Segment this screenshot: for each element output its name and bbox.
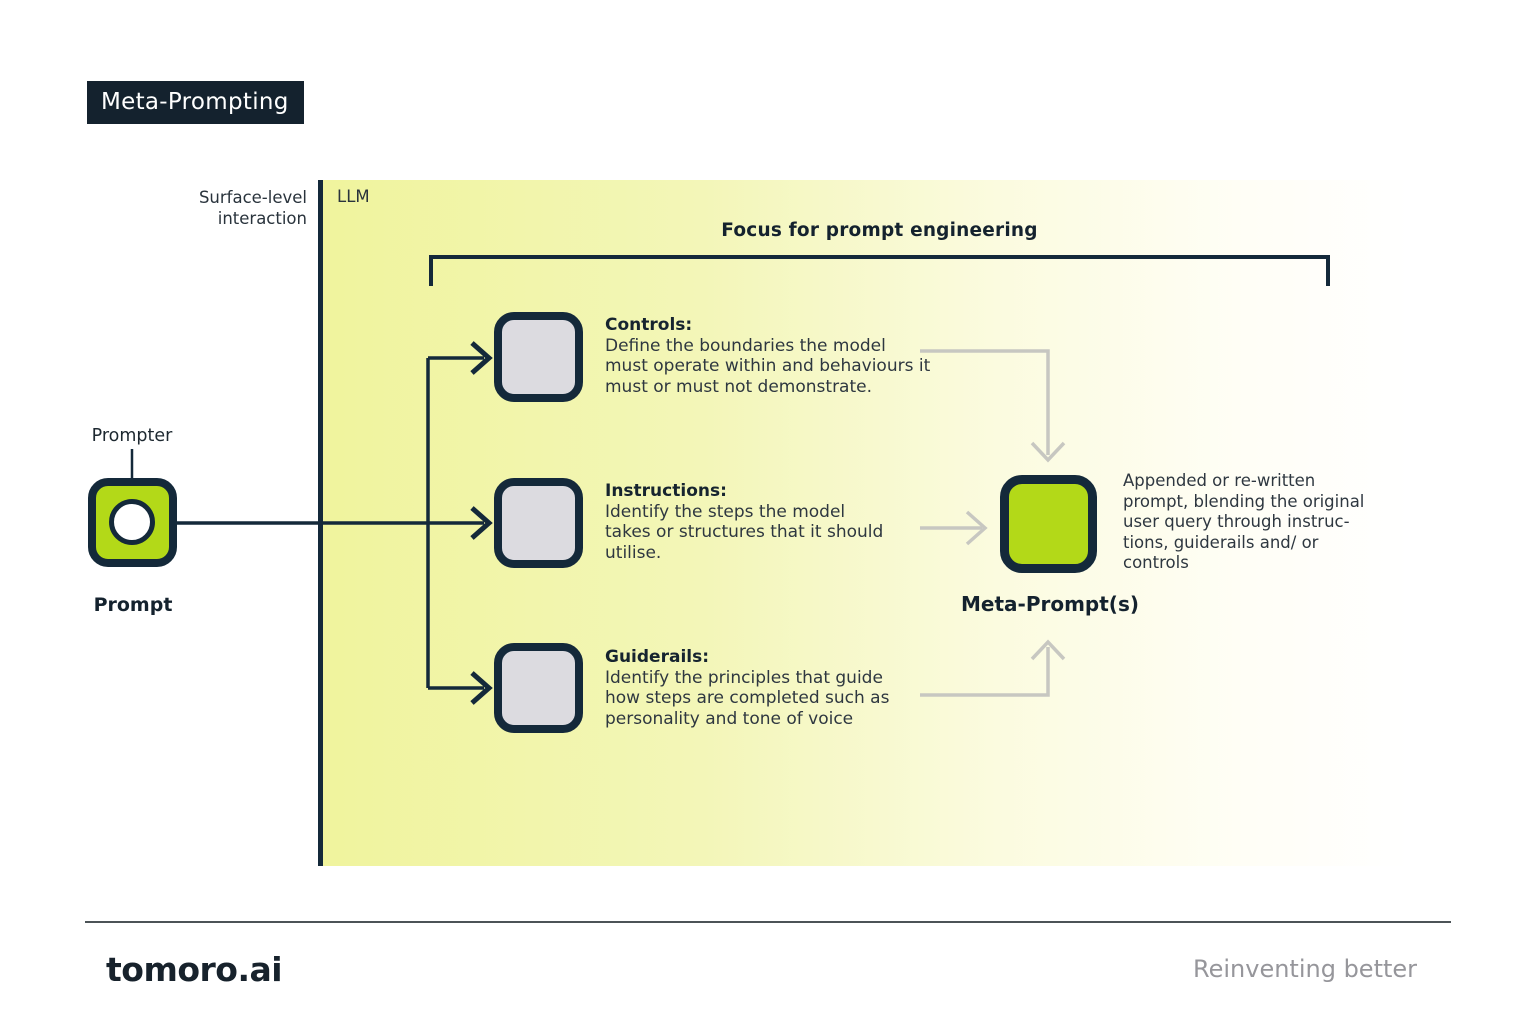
meta-prompt-description-line: tions, guiderails and/ or <box>1123 532 1319 552</box>
page-title: Meta-Prompting <box>87 81 304 124</box>
guiderails-title: Guiderails: <box>605 647 710 667</box>
focus-heading: Focus for prompt engineering <box>721 220 1038 241</box>
instructions-line: utilise. <box>605 542 662 563</box>
instructions-line: Identify the steps the model <box>605 501 846 522</box>
meta-prompt-description <box>1123 471 1383 574</box>
tomoro-logo: tomoro.ai <box>106 950 283 989</box>
meta-prompt-description-line: Appended or re-written <box>1123 471 1316 490</box>
prompter-label: Prompter <box>91 426 173 446</box>
instructions-text <box>605 481 945 563</box>
surface-level-label-line1: Surface-level <box>198 188 307 207</box>
instructions-node <box>494 478 583 568</box>
guiderails-line: Identify the principles that guide <box>605 667 883 688</box>
focus-bracket <box>429 255 1330 286</box>
guiderails-text <box>605 647 945 729</box>
controls-text <box>605 315 945 397</box>
controls-line: must or must not demonstrate. <box>605 376 873 397</box>
prompter-circle-icon <box>109 499 155 545</box>
controls-node <box>494 312 583 402</box>
controls-title: Controls: <box>605 315 693 335</box>
guiderails-node <box>494 643 583 733</box>
llm-boundary-line <box>318 180 323 866</box>
meta-prompt-label: Meta-Prompt(s) <box>961 592 1139 616</box>
meta-prompt-description-line: prompt, blending the original <box>1123 491 1365 511</box>
instructions-title: Instructions: <box>605 481 727 501</box>
footer-divider <box>85 921 1451 923</box>
meta-prompt-description-line: controls <box>1123 553 1189 573</box>
instructions-line: takes or structures that it should <box>605 522 884 543</box>
footer-tagline: Reinventing better <box>1193 955 1418 983</box>
llm-label: LLM <box>337 187 370 206</box>
guiderails-line: personality and tone of voice <box>605 708 854 729</box>
surface-level-label-line2: interaction <box>217 209 307 228</box>
prompt-label: Prompt <box>93 594 173 616</box>
meta-prompt-description-line: user query through instruc- <box>1123 512 1350 532</box>
guiderails-line: how steps are completed such as <box>605 688 890 709</box>
controls-line: Define the boundaries the model <box>605 335 886 356</box>
controls-line: must operate within and behaviours it <box>605 356 931 377</box>
meta-prompt-node <box>1000 475 1097 573</box>
surface-level-label <box>110 187 307 229</box>
